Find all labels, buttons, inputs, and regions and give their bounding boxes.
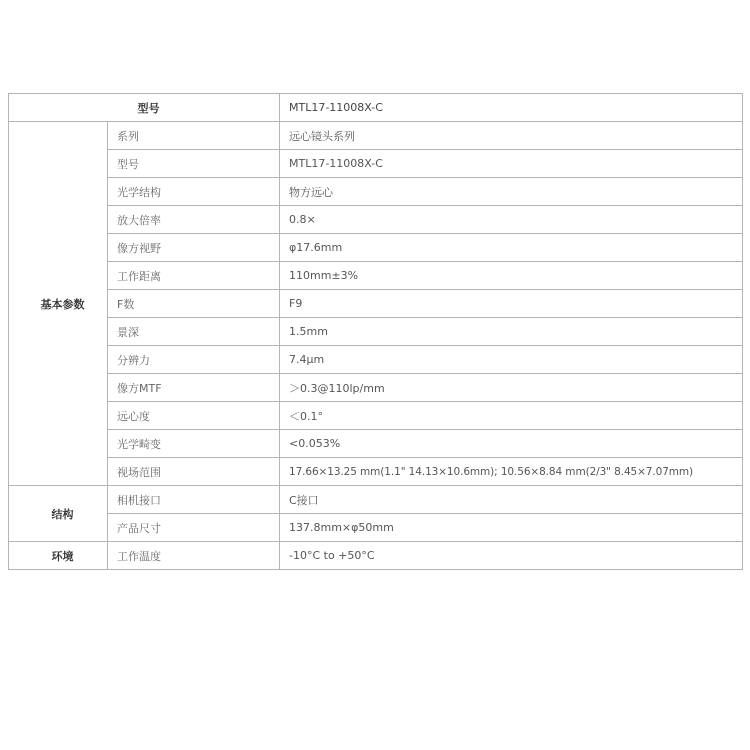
row-value: 物方远心 [280,178,743,206]
table-row [9,206,743,234]
row-value: ＜0.1° [280,402,743,430]
table-row [9,262,743,290]
row-label: 工作距离 [108,262,280,290]
table-row [9,346,743,374]
row-value: 17.66×13.25 mm(1.1" 14.13×10.6mm); 10.56×8.84 mm(2/3" 8.45×7.07mm) [280,458,743,486]
row-value: ＞0.3@110lp/mm [280,374,743,402]
row-label: 相机接口 [108,486,280,514]
row-value: MTL17-11008X-C [280,150,743,178]
row-label: 光学结构 [108,178,280,206]
table-row [9,290,743,318]
header-row [9,94,743,122]
row-label: 视场范围 [108,458,280,486]
row-value: 远心镜头系列 [280,122,743,150]
row-label: 远心度 [108,402,280,430]
table-row [9,318,743,346]
table-row [9,402,743,430]
row-label: 像方视野 [108,234,280,262]
row-label: 放大倍率 [108,206,280,234]
table-row [9,458,743,486]
row-value: 110mm±3% [280,262,743,290]
table-row [9,234,743,262]
row-value: 137.8mm×φ50mm [280,514,743,542]
row-value: 7.4μm [280,346,743,374]
row-label: 光学畸变 [108,430,280,458]
group-basic-params: 基本参数 [9,122,108,486]
row-label: 工作温度 [108,542,280,570]
table-row [9,374,743,402]
row-label: 像方MTF [108,374,280,402]
row-value: <0.053% [280,430,743,458]
group-environment: 环境 [9,542,108,570]
table-row [9,486,743,514]
row-value: φ17.6mm [280,234,743,262]
row-label: 分辨力 [108,346,280,374]
header-value: MTL17-11008X-C [280,94,743,122]
row-value: C接口 [280,486,743,514]
row-label: 型号 [108,150,280,178]
table-row [9,122,743,150]
row-label: F数 [108,290,280,318]
spec-table [8,93,743,570]
table-row [9,430,743,458]
row-label: 产品尺寸 [108,514,280,542]
row-value: F9 [280,290,743,318]
table-row [9,542,743,570]
row-value: 1.5mm [280,318,743,346]
table-row [9,150,743,178]
row-value: -10°C to +50°C [280,542,743,570]
row-label: 景深 [108,318,280,346]
table-row [9,178,743,206]
header-label: 型号 [9,94,280,122]
row-value: 0.8× [280,206,743,234]
row-label: 系列 [108,122,280,150]
table-row [9,514,743,542]
group-structure: 结构 [9,486,108,542]
